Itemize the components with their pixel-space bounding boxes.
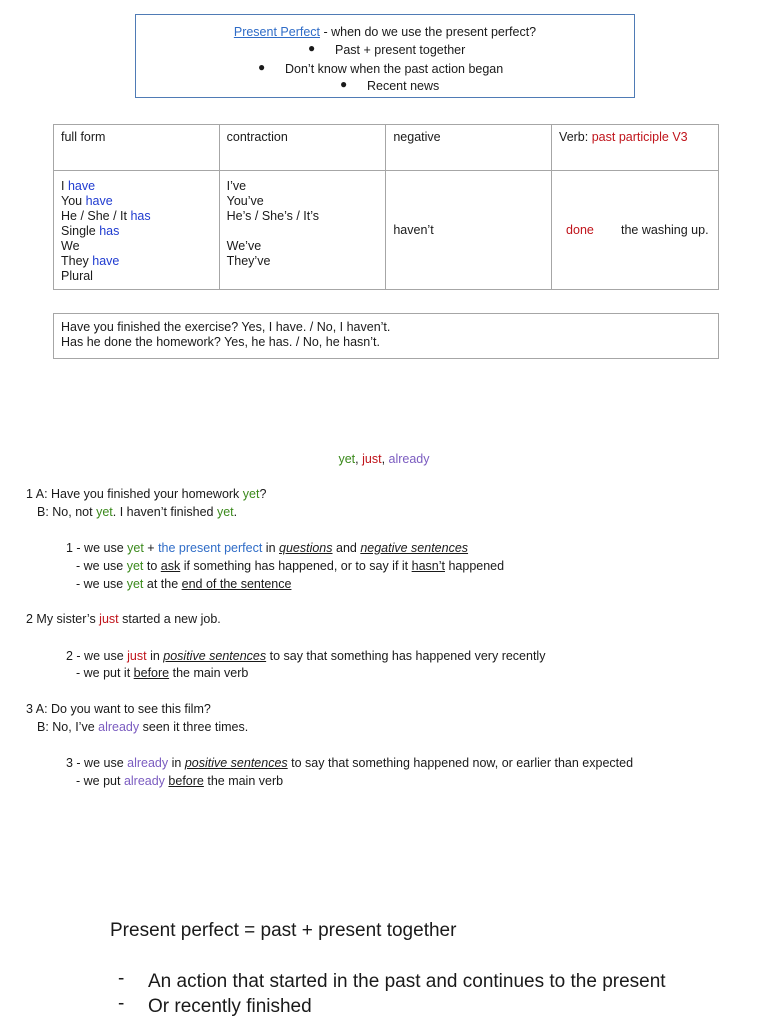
rule-2-line-1: 2 - we use just in positive sentences to say that something has happened very recently — [66, 649, 546, 663]
contraction-row: We’ve — [226, 239, 262, 253]
rule-2-line-2: - we put it before the main verb — [76, 666, 249, 680]
keywords-heading: yet, just, already — [338, 452, 430, 466]
rule-1-line-3: - we use yet at the end of the sentence — [76, 577, 292, 591]
summary-item-1: An action that started in the past and continues to the present — [148, 971, 666, 992]
contraction-row — [227, 224, 379, 239]
rule-1-line-2: - we use yet to ask if something has happened, or to say if it hasn’t happened — [76, 559, 505, 573]
example-rest: the washing up. — [621, 222, 709, 237]
header-box — [135, 14, 635, 98]
summary-title: Present perfect = past + present together — [110, 920, 457, 941]
header-bullet-1: Past + present together — [335, 43, 466, 57]
full-form-row: He / She / It has — [61, 209, 151, 223]
full-form-row: They have — [61, 254, 120, 268]
rule-1-line-1: 1 - we use yet + the present perfect in questions and negative sentences — [66, 541, 469, 555]
full-form-row: You have — [61, 194, 113, 208]
header-verb-prefix: Verb: — [559, 130, 592, 144]
negative-value: haven’t — [393, 222, 434, 237]
full-form-row: We — [61, 239, 80, 253]
contraction-row: You’ve — [226, 194, 264, 208]
question-line: Has he done the homework? Yes, he has. / No, he hasn’t. — [61, 335, 380, 349]
bullet-icon: ● — [258, 60, 266, 74]
rule-3-line-2: - we put already before the main verb — [76, 774, 284, 788]
dash-bullet: - — [118, 993, 125, 1014]
question-line: Have you finished the exercise? Yes, I have. / No, I haven’t. — [61, 320, 391, 334]
example-cell — [552, 171, 719, 290]
contraction-cell — [219, 171, 386, 290]
negative-cell — [386, 171, 552, 290]
present-perfect-link[interactable]: Present Perfect — [233, 25, 321, 39]
example-1b: B: No, not yet. I haven’t finished yet. — [37, 505, 238, 519]
bullet-icon: ● — [340, 77, 348, 91]
full-form-row: Plural — [61, 269, 93, 283]
contraction-row: He’s / She’s / It’s — [226, 209, 320, 223]
header-verb — [552, 125, 719, 171]
contraction-row: They’ve — [226, 254, 271, 268]
bullet-icon: ● — [308, 41, 316, 55]
header-bullet-3: Recent news — [367, 79, 440, 93]
example-2: 2 My sister’s just started a new job. — [26, 612, 221, 626]
header-verb-highlight: past participle V3 — [591, 130, 688, 144]
header-full-form: full form — [54, 125, 220, 171]
grammar-table — [53, 124, 719, 290]
full-form-cell — [54, 171, 220, 290]
header-title-line — [136, 25, 634, 39]
example-1a: 1 A: Have you finished your homework yet? — [26, 487, 267, 501]
header-contraction: contraction — [219, 125, 386, 171]
table-body-row — [54, 171, 719, 290]
table-header-row — [54, 125, 719, 171]
rule-3-line-1: 3 - we use already in positive sentences to say that something happened now, or earlier than expected — [66, 756, 634, 770]
header-question: - when do we use the present perfect? — [320, 25, 537, 39]
full-form-row: I have — [61, 179, 96, 193]
header-negative: negative — [386, 125, 552, 171]
example-verb: done — [566, 222, 594, 237]
questions-box — [53, 313, 719, 359]
example-3b: B: No, I’ve already seen it three times. — [37, 720, 249, 734]
header-bullet-2: Don’t know when the past action began — [285, 62, 504, 76]
contraction-row: I’ve — [226, 179, 247, 193]
summary-item-2: Or recently finished — [148, 996, 312, 1017]
full-form-row: Single has — [61, 224, 120, 238]
dash-bullet: - — [118, 968, 125, 989]
example-3a: 3 A: Do you want to see this film? — [26, 702, 211, 716]
